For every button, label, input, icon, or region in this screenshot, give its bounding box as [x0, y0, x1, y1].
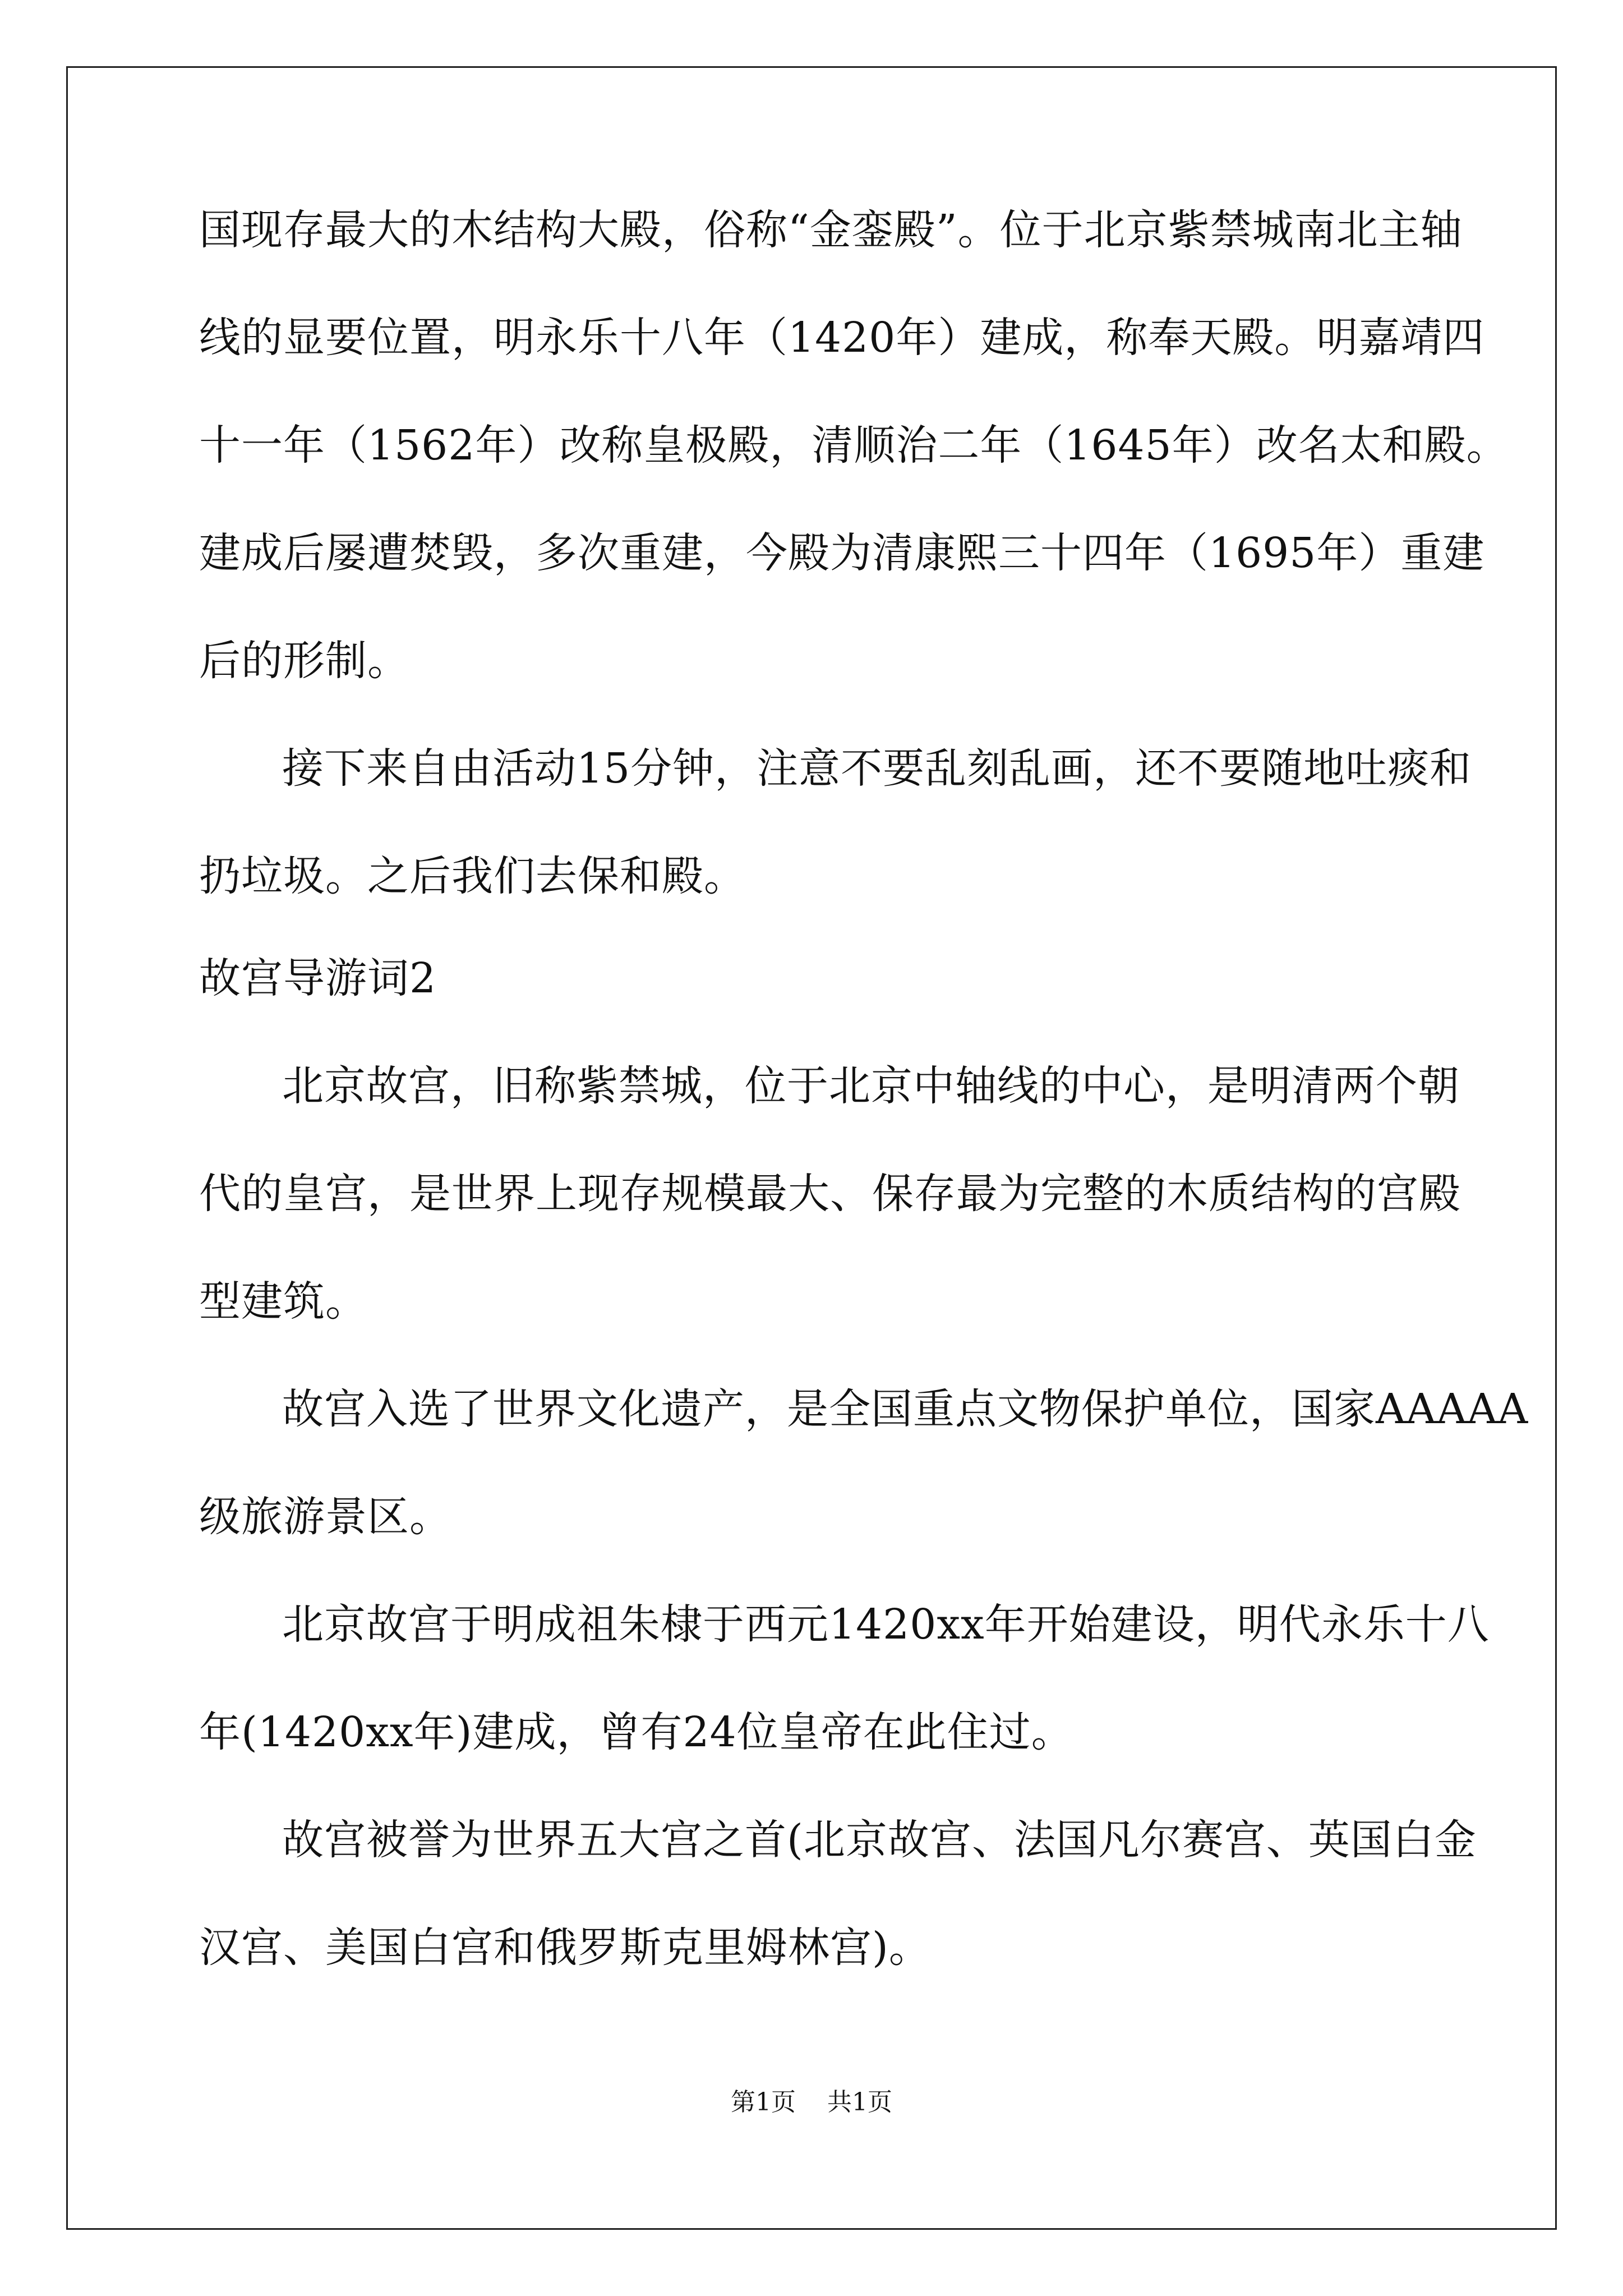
page-border — [66, 66, 1557, 2230]
page-footer — [0, 2086, 1623, 2119]
paragraph-line: 线的显要位置，明永乐十八年（1420年）建成，称奉天殿。明嘉靖四 — [199, 314, 1485, 362]
section-heading: 故宫导游词2 — [199, 954, 437, 1002]
page-total: 共1页 — [827, 2088, 892, 2116]
paragraph-line: 十一年（1562年）改称皇极殿，清顺治二年（1645年）改名太和殿。 — [199, 421, 1509, 470]
paragraph-line: 接下来自由活动15分钟，注意不要乱刻乱画，还不要随地吐痰和 — [282, 744, 1472, 793]
paragraph-line: 北京故宫，旧称紫禁城，位于北京中轴线的中心，是明清两个朝 — [282, 1062, 1460, 1110]
paragraph-line: 扔垃圾。之后我们去保和殿。 — [199, 852, 746, 900]
paragraph-line: 代的皇宫，是世界上现存规模最大、保存最为完整的木质结构的宫殿 — [199, 1170, 1461, 1218]
paragraph-line: 国现存最大的木结构大殿，俗称“金銮殿”。位于北京紫禁城南北主轴 — [199, 206, 1463, 254]
paragraph-line: 建成后屡遭焚毁，多次重建，今殿为清康熙三十四年（1695年）重建 — [199, 529, 1485, 577]
paragraph-line: 后的形制。 — [199, 637, 409, 685]
paragraph-line: 北京故宫于明成祖朱棣于西元1420xx年开始建设，明代永乐十八 — [282, 1600, 1490, 1649]
paragraph-line: 型建筑。 — [199, 1277, 367, 1326]
paragraph-line: 级旅游景区。 — [199, 1493, 451, 1541]
paragraph-line: 故宫被誉为世界五大宫之首(北京故宫、法国凡尔赛宫、英国白金 — [282, 1816, 1477, 1864]
paragraph-line: 年(1420xx年)建成，曾有24位皇帝在此住过。 — [199, 1708, 1073, 1756]
page-number: 第1页 — [731, 2088, 796, 2116]
paragraph-line: 汉宫、美国白宫和俄罗斯克里姆林宫)。 — [199, 1924, 931, 1972]
paragraph-line: 故宫入选了世界文化遗产，是全国重点文物保护单位，国家AAAAA — [282, 1385, 1529, 1433]
